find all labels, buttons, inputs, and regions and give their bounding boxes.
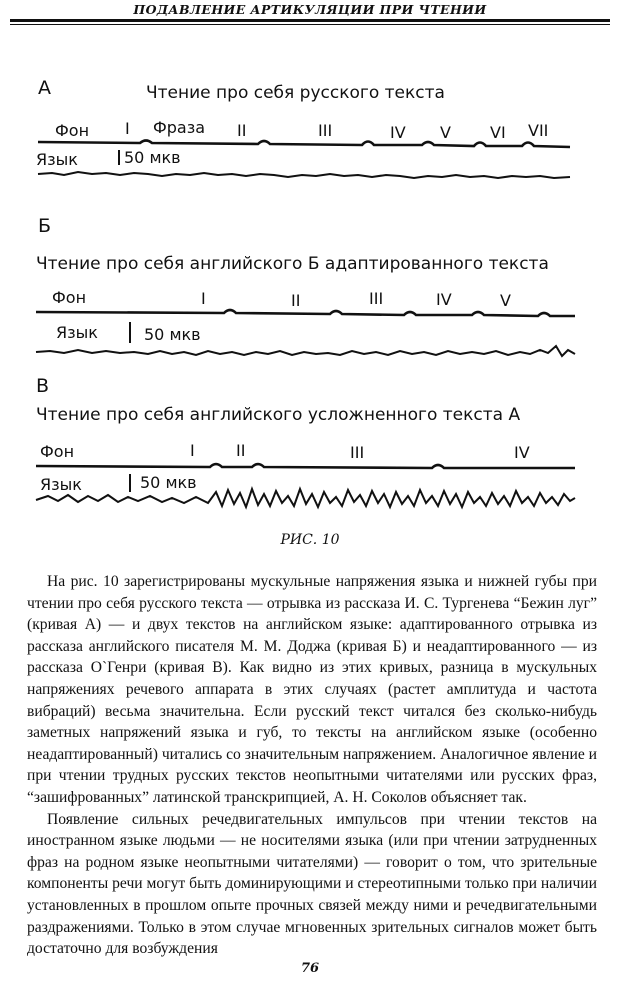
header-rule-thick [10,19,610,22]
panel-v-tongue-trace [36,489,575,507]
panel-v-mark-1: I [190,441,195,460]
panel-v-background-label: Фон [40,442,75,461]
panel-v [36,375,575,507]
panel-b-mark-1: I [201,289,206,308]
panel-a-mark-6: VI [490,123,506,142]
panel-a-scale-label: 50 мкв [124,148,181,167]
panel-v-tongue-label: Язык [40,475,82,494]
panel-a-mark-5: V [440,123,451,142]
panel-b-letter: Б [38,215,52,237]
panel-b-scale-label: 50 мкв [144,325,201,344]
paragraph-1: На рис. 10 зарегистрированы мускульные напряжения языка и нижней губы при чтении про себя русского текста — отрывка из рассказа И. С. Тургенева “Бежин луг” (кривая А) — и двух текстов на английском языке: адаптированного отрывка из рассказа английского писателя М. М. Доджа (кривая Б) и неадаптированного — из рассказа О`Генри (кривая В). Как видно из этих кривых, разница в мускульных напряжениях речевого аппарата в этих случаях (растет амплитуда и частота вибраций) весьма значительна. Если русский текст читался без сколько-нибудь заметных напряжений языка и губ, то тексты на английском языке (особенно неадаптированный) читались со значительным напряжением. Аналогичное явление и при чтении трудных русских текстов неопытными читателями или русских фраз, “зашифрованных” латинской транскрипцией, А. Н. Соколов объясняет так. [27,573,597,806]
panel-a [36,77,570,178]
panel-b-mark-3: III [369,289,384,308]
panel-b-background-label: Фон [52,288,87,307]
panel-v-scale-label: 50 мкв [140,473,197,492]
body-text [27,571,597,960]
panel-v-mark-4: IV [514,443,530,462]
panel-a-mark-1: I [125,119,130,138]
panel-b-tongue-trace [36,346,575,356]
panel-v-mark-2: II [236,441,246,460]
page-number: 76 [300,961,320,976]
panel-b-mark-4: IV [436,290,452,309]
figure-caption: РИС. 10 [280,532,340,548]
header-rule-thin [10,24,610,25]
panel-v-title: Чтение про себя английского усложненного текста А [36,405,521,425]
panel-a-mark-7: VII [528,121,549,140]
panel-b-title: Чтение про себя английского Б адаптированного текста [36,254,549,274]
panel-b-background-trace [36,310,575,316]
running-header-title: ПОДАВЛЕНИЕ АРТИКУЛЯЦИИ ПРИ ЧТЕНИИ [133,2,487,17]
panel-a-letter: А [38,77,51,99]
panel-a-title: Чтение про себя русского текста [146,83,445,103]
paragraph-2: Появление сильных речедвигательных импульсов при чтении текстов на иностранном языке людьми — не носителями языка (или при чтении затрудненных фраз на родном языке неопытными читателями) — говорит о том, что зрительные компоненты речи могут быть доминирующими и стереотипными только при наличии установленных в прошлом опыте прочных связей между ними и речедвигательными раздражениями. Только в этом случае мгновенных зрительных сигналов может быть достаточно для возбуждения [27,810,597,958]
panel-b [36,215,575,356]
panel-v-mark-3: III [350,443,365,462]
emg-figure [0,60,620,540]
panel-a-phrase-label: Фраза [153,118,206,137]
panel-a-tongue-label: Язык [36,150,78,169]
panel-a-mark-4: IV [390,123,406,142]
running-header [0,0,620,30]
panel-b-tongue-label: Язык [56,323,98,342]
panel-a-mark-3: III [318,121,333,140]
panel-b-mark-2: II [291,291,301,310]
panel-a-mark-2: II [237,121,247,140]
panel-a-background-label: Фон [55,121,90,140]
panel-v-background-trace [36,464,575,468]
panel-v-letter: В [36,375,50,397]
panel-a-tongue-trace [38,172,570,178]
panel-b-mark-5: V [500,291,511,310]
